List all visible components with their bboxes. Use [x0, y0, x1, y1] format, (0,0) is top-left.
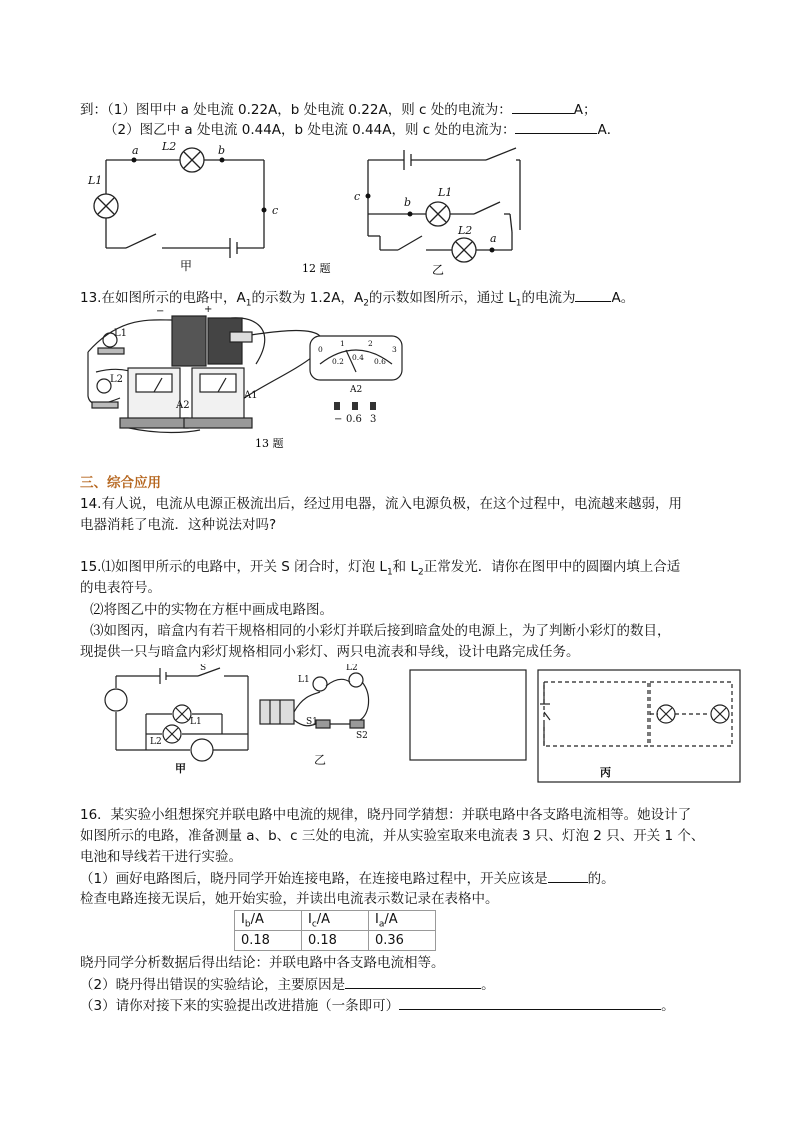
label-b: b: [218, 144, 226, 157]
answer-blank[interactable]: [345, 975, 481, 989]
meter-minor-1: 0.4: [352, 353, 364, 362]
section-3-title: 三、综合应用: [80, 475, 161, 491]
answer-blank[interactable]: [575, 288, 611, 302]
figure-jia-label: 甲: [175, 762, 186, 775]
terminal-06: 0.6: [346, 414, 362, 425]
label-c-yi: c: [354, 190, 361, 203]
lamp-l2-label: L2: [150, 737, 162, 747]
label-a-yi: a: [490, 232, 497, 245]
q16-line-6: 晓丹同学分析数据后得出结论：并联电路中各支路电流相等。: [80, 955, 445, 971]
figure-yi-label: 乙: [432, 263, 445, 277]
switch-s-label: S: [200, 664, 207, 673]
ammeter-a2-label: A2: [176, 400, 190, 411]
answer-box[interactable]: [410, 670, 526, 760]
figure-bing-label: 丙: [600, 766, 611, 779]
minus-sign: −: [156, 306, 165, 317]
figure-13-caption: 13 题: [255, 437, 284, 450]
answer-blank[interactable]: [548, 869, 588, 883]
plus-sign: +: [204, 306, 213, 315]
q16-line-4: （1）画好电路图后，晓丹同学开始连接电路，在连接电路过程中，开关应该是 的。: [80, 871, 615, 887]
q15-line-2: 的电表符号。: [80, 580, 161, 596]
switch-s2-label: S2: [356, 731, 368, 741]
label-a: a: [132, 144, 139, 157]
lamp-l2-label: L2: [110, 374, 124, 385]
q15-line-3: ⑵将图乙中的实物在方框中画成电路图。: [90, 602, 333, 618]
label-b-yi: b: [404, 196, 412, 209]
q14-line-1: 14.有人说，电流从电源正极流出后，经过用电器，流入电源负极，在这个过程中，电流越来越弱，用: [80, 496, 682, 512]
figure-13: [80, 306, 420, 456]
answer-blank[interactable]: [512, 100, 574, 114]
q13-line: 13.在如图所示的电路中，$A_1$的示数为 1.2A，$A_2$的示数如图所示，通过 $L_1$的电流为 A。: [80, 290, 635, 309]
q12-line-1: 到：（1）图甲中 a 处电流 0.22A，b 处电流 0.22A，则 c 处的电流为： A；: [80, 102, 597, 118]
figure-yi-label: 乙: [314, 753, 327, 767]
q12-line-2: （2）图乙中 a 处电流 0.44A，b 处电流 0.44A，则 c 处的电流为： A．: [104, 122, 621, 138]
q15-line-4: ⑶如图丙，暗盒内有若干规格相同的小彩灯并联后接到暗盒处的电源上，为了判断小彩灯的数目，: [90, 623, 671, 639]
table-cell: 0.18: [235, 931, 302, 951]
lamp-l2-label: L2: [162, 140, 177, 153]
meter-tick-0: 0: [318, 345, 323, 354]
meter-minor-0: 0.2: [332, 357, 344, 366]
label-c: c: [272, 204, 279, 217]
table-cell: 0.36: [369, 931, 436, 951]
lamp-l1-yi: L1: [298, 675, 310, 685]
meter-tick-1: 1: [340, 339, 345, 348]
figure-jia-label: 甲: [180, 259, 193, 273]
figure-15: [80, 664, 750, 784]
q14-line-2: 电器消耗了电流．这种说法对吗?: [80, 517, 277, 533]
q16-line-2: 如图所示的电路，准备测量 a、b、c 三处的电流，并从实验室取来电流表 3 只、灯泡 2 只、开关 1 个、: [80, 828, 705, 844]
table-row: [235, 931, 436, 951]
table-header-cell: $I_a/A$: [369, 911, 436, 931]
q16-line-7: （2）晓丹得出错误的实验结论，主要原因是 。: [80, 977, 495, 993]
ammeter-a1-label: A1: [244, 390, 258, 401]
terminal-minus: −: [334, 414, 343, 425]
figure-12: [80, 138, 540, 278]
answer-blank[interactable]: [515, 120, 597, 134]
table-header-row: [235, 911, 436, 931]
q16-line-5: 检查电路连接无误后，她开始实验，并读出电流表示数记录在表格中。: [80, 891, 499, 907]
figure-12-caption: 12 题: [302, 262, 331, 275]
lamp-l2-yi: L2: [458, 224, 473, 237]
table-header-cell: $I_b/A$: [235, 911, 302, 931]
current-table: [234, 910, 436, 951]
lamp-l1-label: L1: [88, 174, 103, 187]
terminal-3: 3: [370, 414, 377, 425]
lamp-l1-label: L1: [190, 717, 202, 727]
q16-line-8: （3）请你对接下来的实验提出改进措施（一条即可） 。: [80, 998, 675, 1014]
table-cell: 0.18: [302, 931, 369, 951]
meter-tick-3: 3: [392, 345, 397, 354]
lamp-l1-yi: L1: [438, 186, 453, 199]
q16-line-1: 16．某实验小组想探究并联电路中电流的规律，晓丹同学猜想：并联电路中各支路电流相等。她设计了: [80, 807, 692, 823]
lamp-l2-yi: L2: [346, 664, 358, 673]
switch-s1-label: S1: [306, 717, 318, 727]
meter-tick-2: 2: [368, 339, 373, 348]
q15-line-5: 现提供一只与暗盒内彩灯规格相同小彩灯、两只电流表和导线，设计电路完成任务。: [80, 644, 580, 660]
meter-minor-2: 0.6: [374, 357, 386, 366]
lamp-l1-label: L1: [114, 328, 128, 339]
q16-line-3: 电池和导线若干进行实验。: [80, 849, 242, 865]
meter-a2-label: A2: [350, 385, 363, 395]
answer-blank[interactable]: [399, 996, 661, 1010]
q15-line-1: 15.⑴如图甲所示的电路中，开关 S 闭合时，灯泡 $L_1$和 $L_2$正常发光．请你在图甲中的圆圈内填上合适: [80, 559, 681, 578]
table-header-cell: $I_c/A$: [302, 911, 369, 931]
